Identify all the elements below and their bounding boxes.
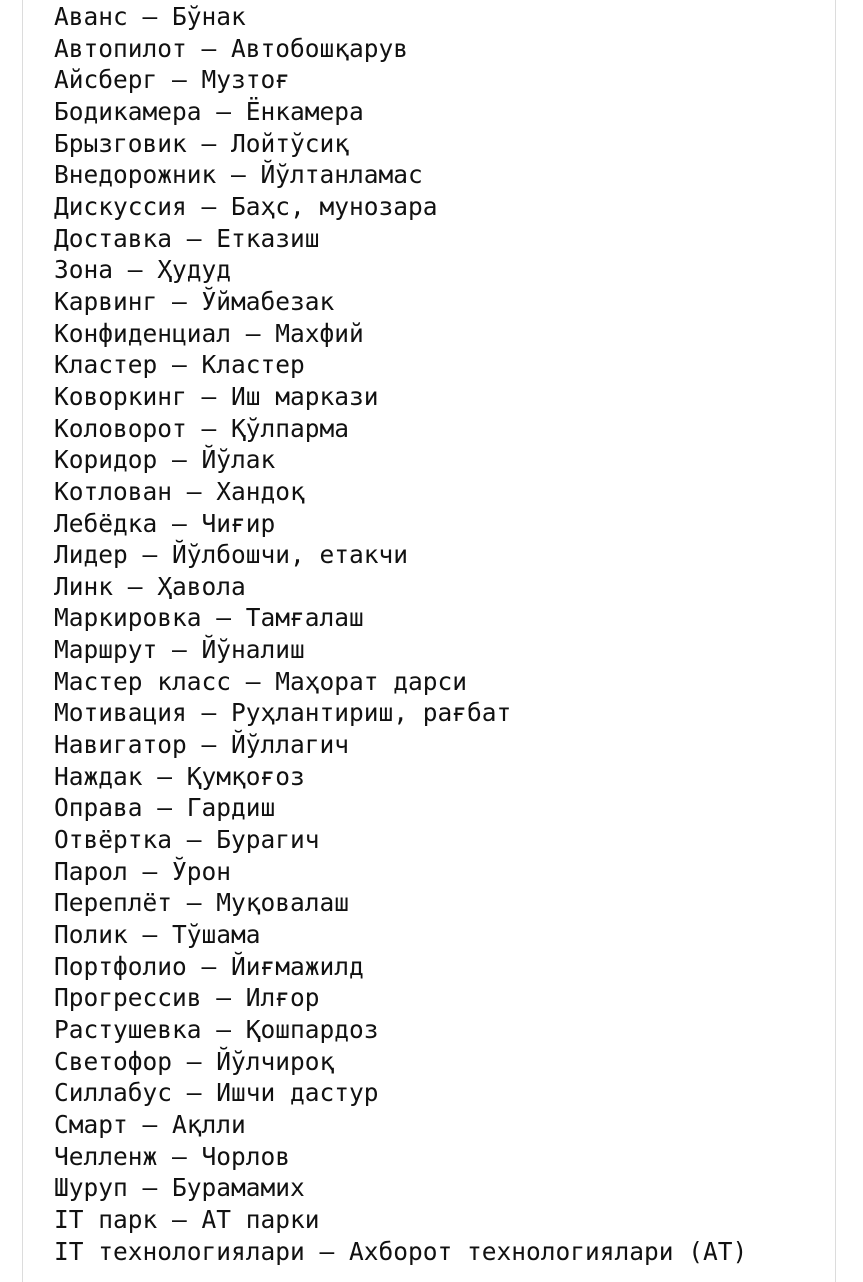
list-item: Бодикамера — Ёнкамера	[54, 96, 364, 126]
list-item: Доставка — Етказиш	[54, 223, 320, 253]
list-item: Челленж — Чорлов	[54, 1141, 291, 1171]
list-item: Кластер — Кластер	[54, 350, 305, 380]
list-item: Светофор — Йўлчироқ	[54, 1046, 335, 1076]
list-item: IT парк — АТ парки	[54, 1204, 320, 1234]
list-item: Коворкинг — Иш маркази	[54, 381, 379, 411]
list-item: Силлабус — Ишчи дастур	[54, 1078, 379, 1108]
list-item: Линк — Ҳавола	[54, 571, 246, 601]
list-item: Наждак — Қумқоғоз	[54, 761, 305, 791]
list-item: Прогрессив — Илғор	[54, 983, 320, 1013]
list-item: Лебёдка — Чиғир	[54, 508, 276, 538]
list-item: Маркировка — Тамғалаш	[54, 603, 364, 633]
list-item: Парол — Ўрон	[54, 856, 232, 886]
list-item: Мастер класс — Маҳорат дарси	[54, 666, 468, 696]
list-item: Растушевка — Қошпардоз	[54, 1015, 379, 1044]
glossary-list	[54, 1, 747, 1267]
list-item: Конфиденциал — Махфий	[54, 318, 364, 348]
list-item: Брызговик — Лойтўсиқ	[54, 128, 350, 158]
list-item: Котлован — Хандоқ	[54, 476, 305, 506]
list-item: Маршрут — Йўналиш	[54, 635, 305, 665]
list-item: Зона — Ҳудуд	[54, 255, 232, 285]
list-item: Карвинг — Ўймабезак	[54, 286, 335, 316]
list-item: Портфолио — Йиғмажилд	[54, 951, 364, 981]
list-item: Коловорот — Қўлпарма	[54, 413, 350, 443]
list-item: Аванс — Бўнак	[54, 2, 246, 31]
list-item: Полик — Тўшама	[54, 920, 261, 950]
list-item: Переплёт — Муқовалаш	[54, 888, 350, 918]
list-item: Шуруп — Бурамамих	[54, 1173, 305, 1203]
list-item: Смарт — Ақлли	[54, 1109, 246, 1139]
list-item: Оправа — Гардиш	[54, 793, 276, 823]
list-item: Коридор — Йўлак	[54, 445, 276, 475]
list-item: Автопилот — Автобошқарув	[54, 33, 409, 63]
list-item: Дискуссия — Баҳс, мунозара	[54, 191, 438, 221]
list-item: Внедорожник — Йўлтанламас	[54, 160, 423, 190]
list-item: Айсберг — Музтоғ	[54, 65, 291, 95]
list-item: Мотивация — Руҳлантириш, рағбат	[54, 698, 512, 728]
list-item: Навигатор — Йўллагич	[54, 730, 350, 760]
list-item: Лидер — Йўлбошчи, етакчи	[54, 540, 409, 570]
list-item: IT технологиялари — Ахборот технологиялари (АТ)	[54, 1236, 748, 1266]
list-item: Отвёртка — Бурагич	[54, 825, 320, 855]
